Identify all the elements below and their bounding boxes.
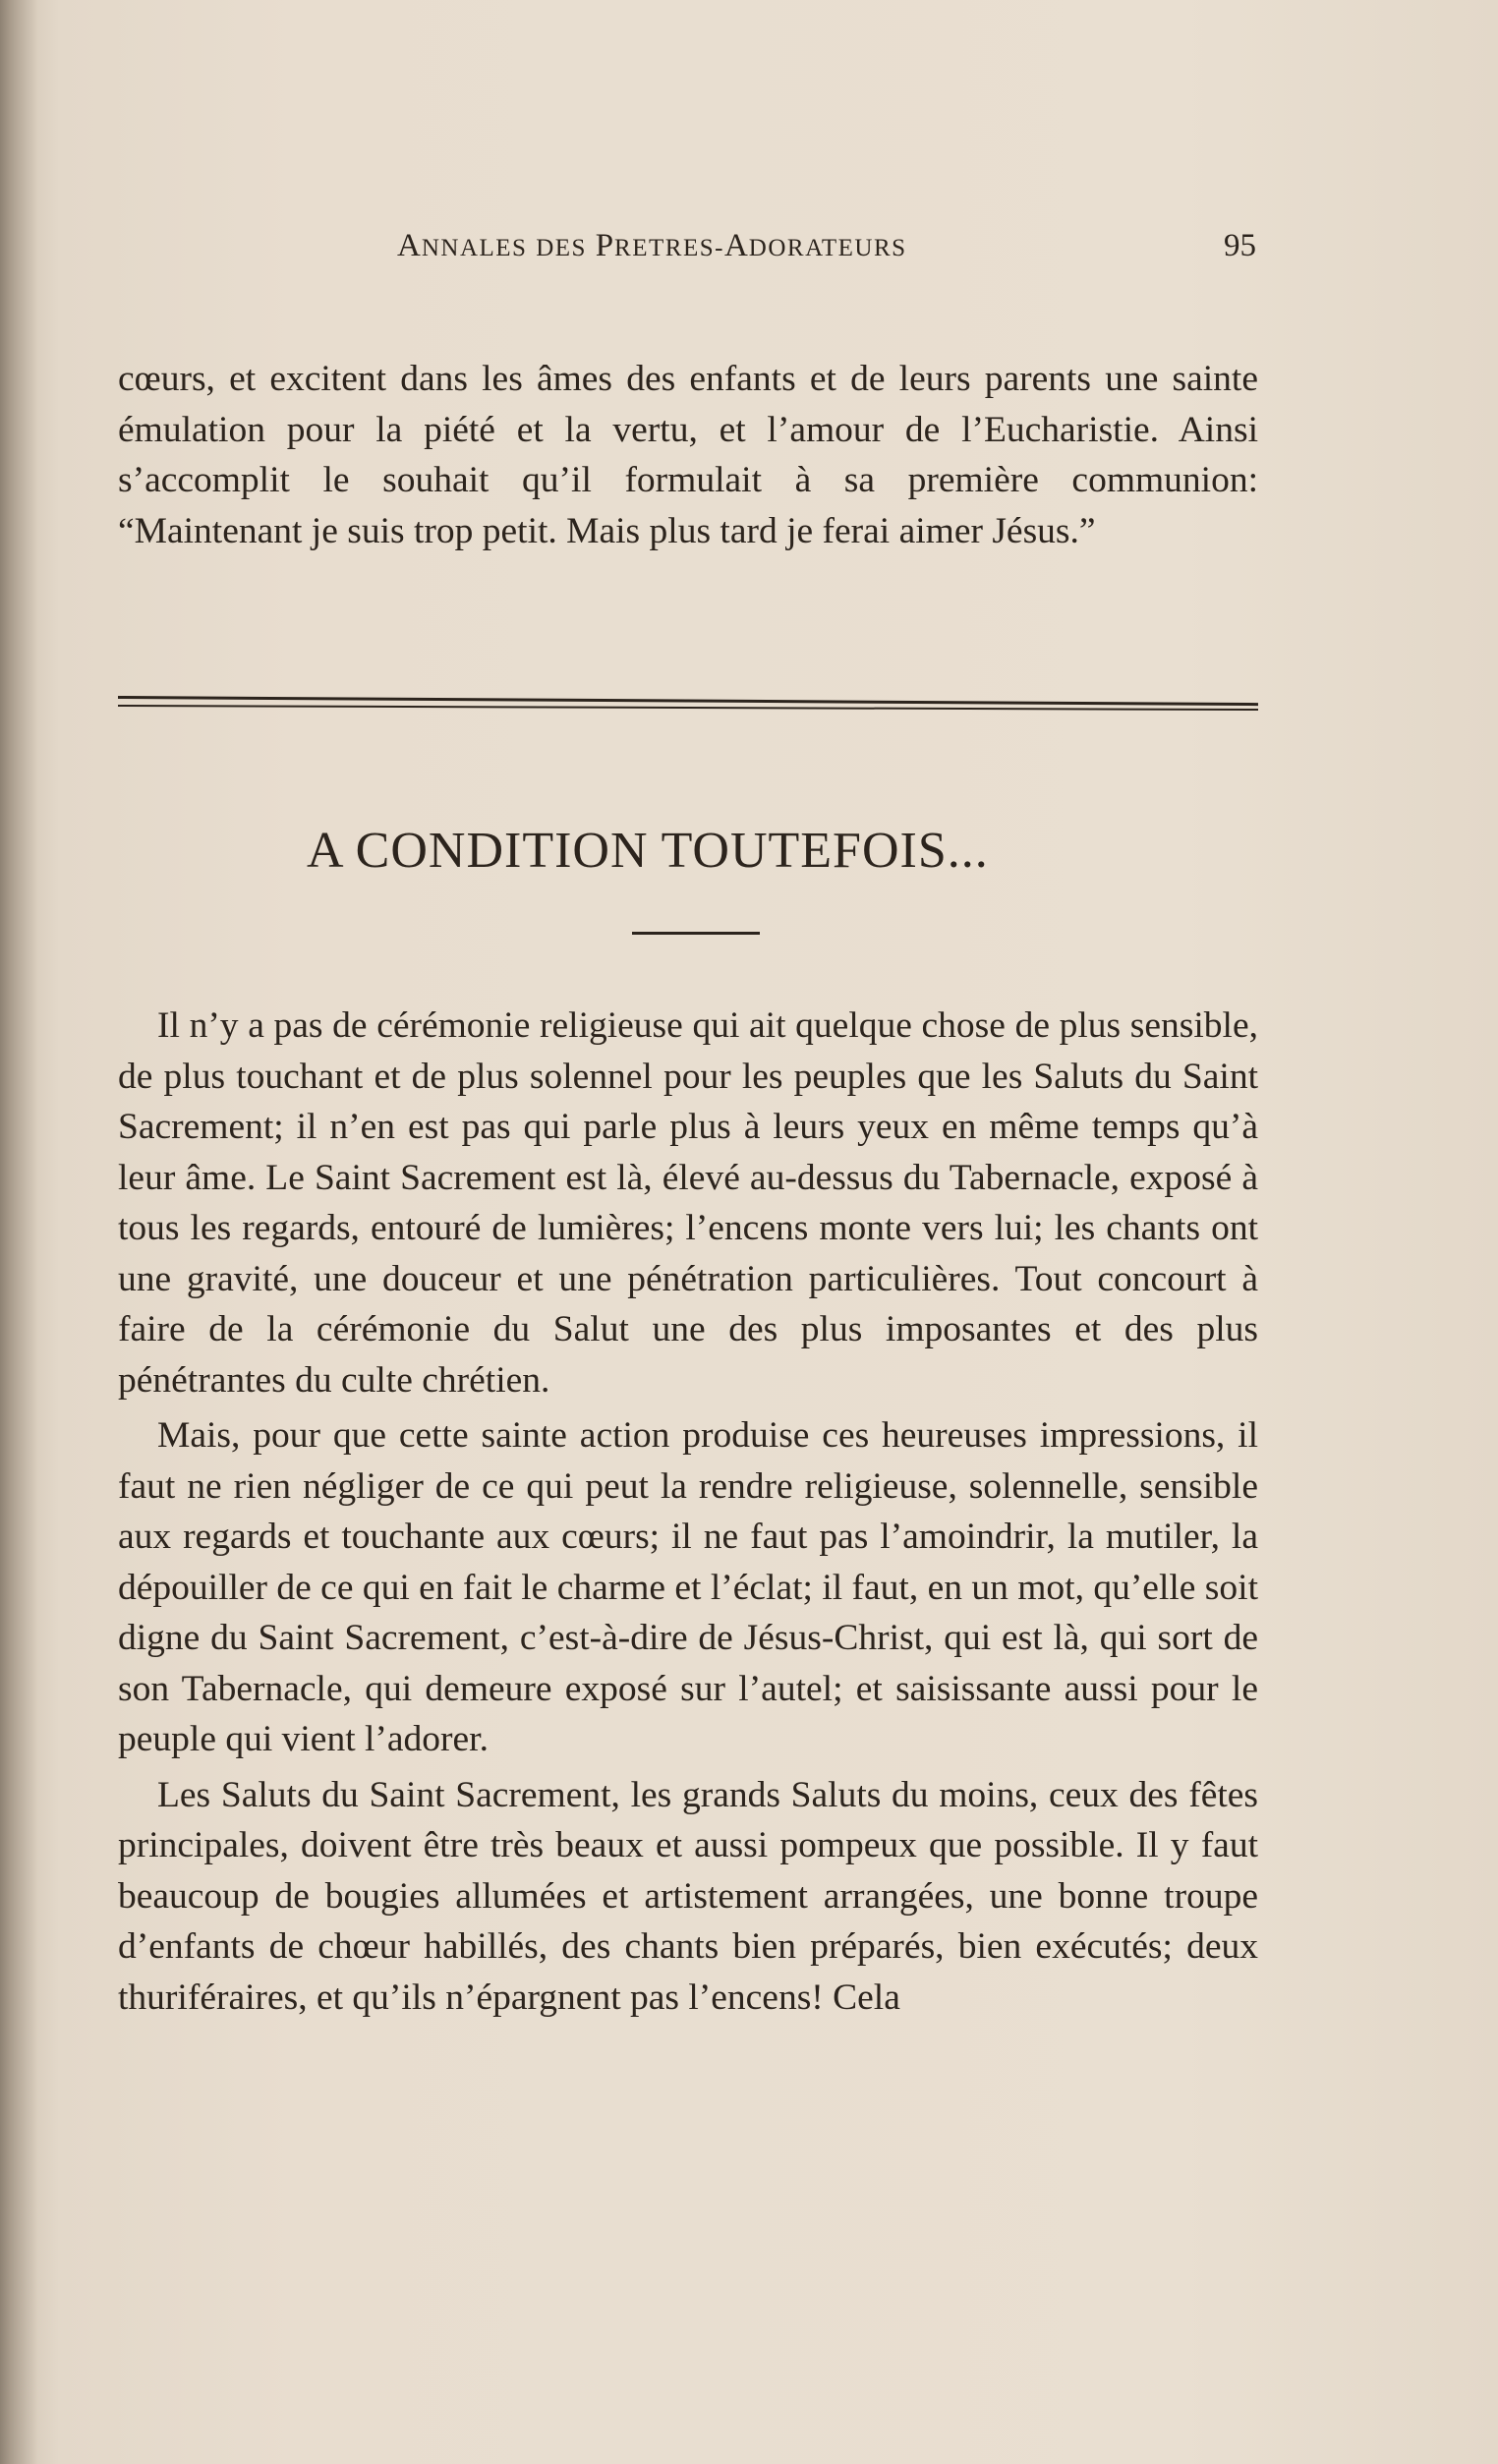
page-number: 95 [1224, 228, 1256, 263]
section-divider [118, 696, 1258, 712]
page-gutter-shadow [0, 0, 37, 2464]
body-paragraph-1: Il n’y a pas de cérémonie religieuse qui ait quelque chose de plus sensible, de plus touchant et de plus solennel pour les peuples que les Saluts du Saint Sacrement; il n’en est pas qui parle plus à leurs yeux en même temps qu’à leur âme. Le Saint Sacrement est là, élevé au-dessus du Tabernacle, exposé à tous les regards, entouré de lumières; l’encens monte vers lui; les chants ont une gravité, une douceur et une pénétration particulières. Tout concourt à faire de la cérémonie du Salut une des plus imposantes et des plus pénétrantes du culte chrétien. [118, 1005, 1258, 1401]
divider-thin-line [118, 705, 1258, 711]
running-head-annales-rest: NNALES [421, 235, 528, 261]
body-paragraph-2: Mais, pour que cette sainte action produise ces heureuses impressions, il faut ne rien négliger de ce qui peut la rendre religieuse, solennelle, sensible aux regards et touchante aux cœurs; il ne faut pas l’amoindrir, la mutiler, la dépouiller de ce qui en fait le charme et l’éclat; il faut, en un mot, qu’elle soit digne du Saint Sacrement, c’est-à-dire de Jésus-Christ, qui est là, qui sort de son Tabernacle, qui demeure exposé sur l’autel; et saisissante aussi pour le peuple qui vient l’adorer. [118, 1415, 1258, 1759]
running-head-pretres-rest: RETRES- [614, 235, 724, 261]
running-head-initial-ad: A [723, 228, 749, 263]
intro-text-block [118, 354, 1258, 556]
section-body [118, 1001, 1258, 2028]
title-underline [632, 932, 760, 935]
running-head [397, 228, 907, 264]
running-head-initial-p: P [595, 228, 615, 263]
body-paragraph-3: Les Saluts du Saint Sacrement, les grands Saluts du moins, ceux des fêtes principales, doivent être très beaux et aussi pompeux que possible. Il y faut beaucoup de bougies allumées et artistement arrangées, une bonne troupe d’enfants de chœur habillés, des chants bien préparés, bien exécutés; deux thuriféraires, et qu’ils n’épargnent pas l’encens! Cela [118, 1774, 1258, 2018]
divider-thick-line [118, 696, 1258, 706]
running-head-initial-a: A [397, 228, 422, 263]
section-title: A CONDITION TOUTEFOIS... [307, 823, 989, 879]
running-head-des: DES [536, 235, 587, 261]
intro-paragraph: cœurs, et excitent dans les âmes des enfants et de leurs parents une sainte émulation pour la piété et la vertu, et l’amour de l’Eucharistie. Ainsi s’accomplit le souhait qu’il formulait à sa première communion: “Maintenant je suis trop petit. Mais plus tard je ferai aimer Jésus.” [118, 359, 1258, 551]
running-head-adorateurs-rest: DORATEURS [748, 235, 907, 261]
